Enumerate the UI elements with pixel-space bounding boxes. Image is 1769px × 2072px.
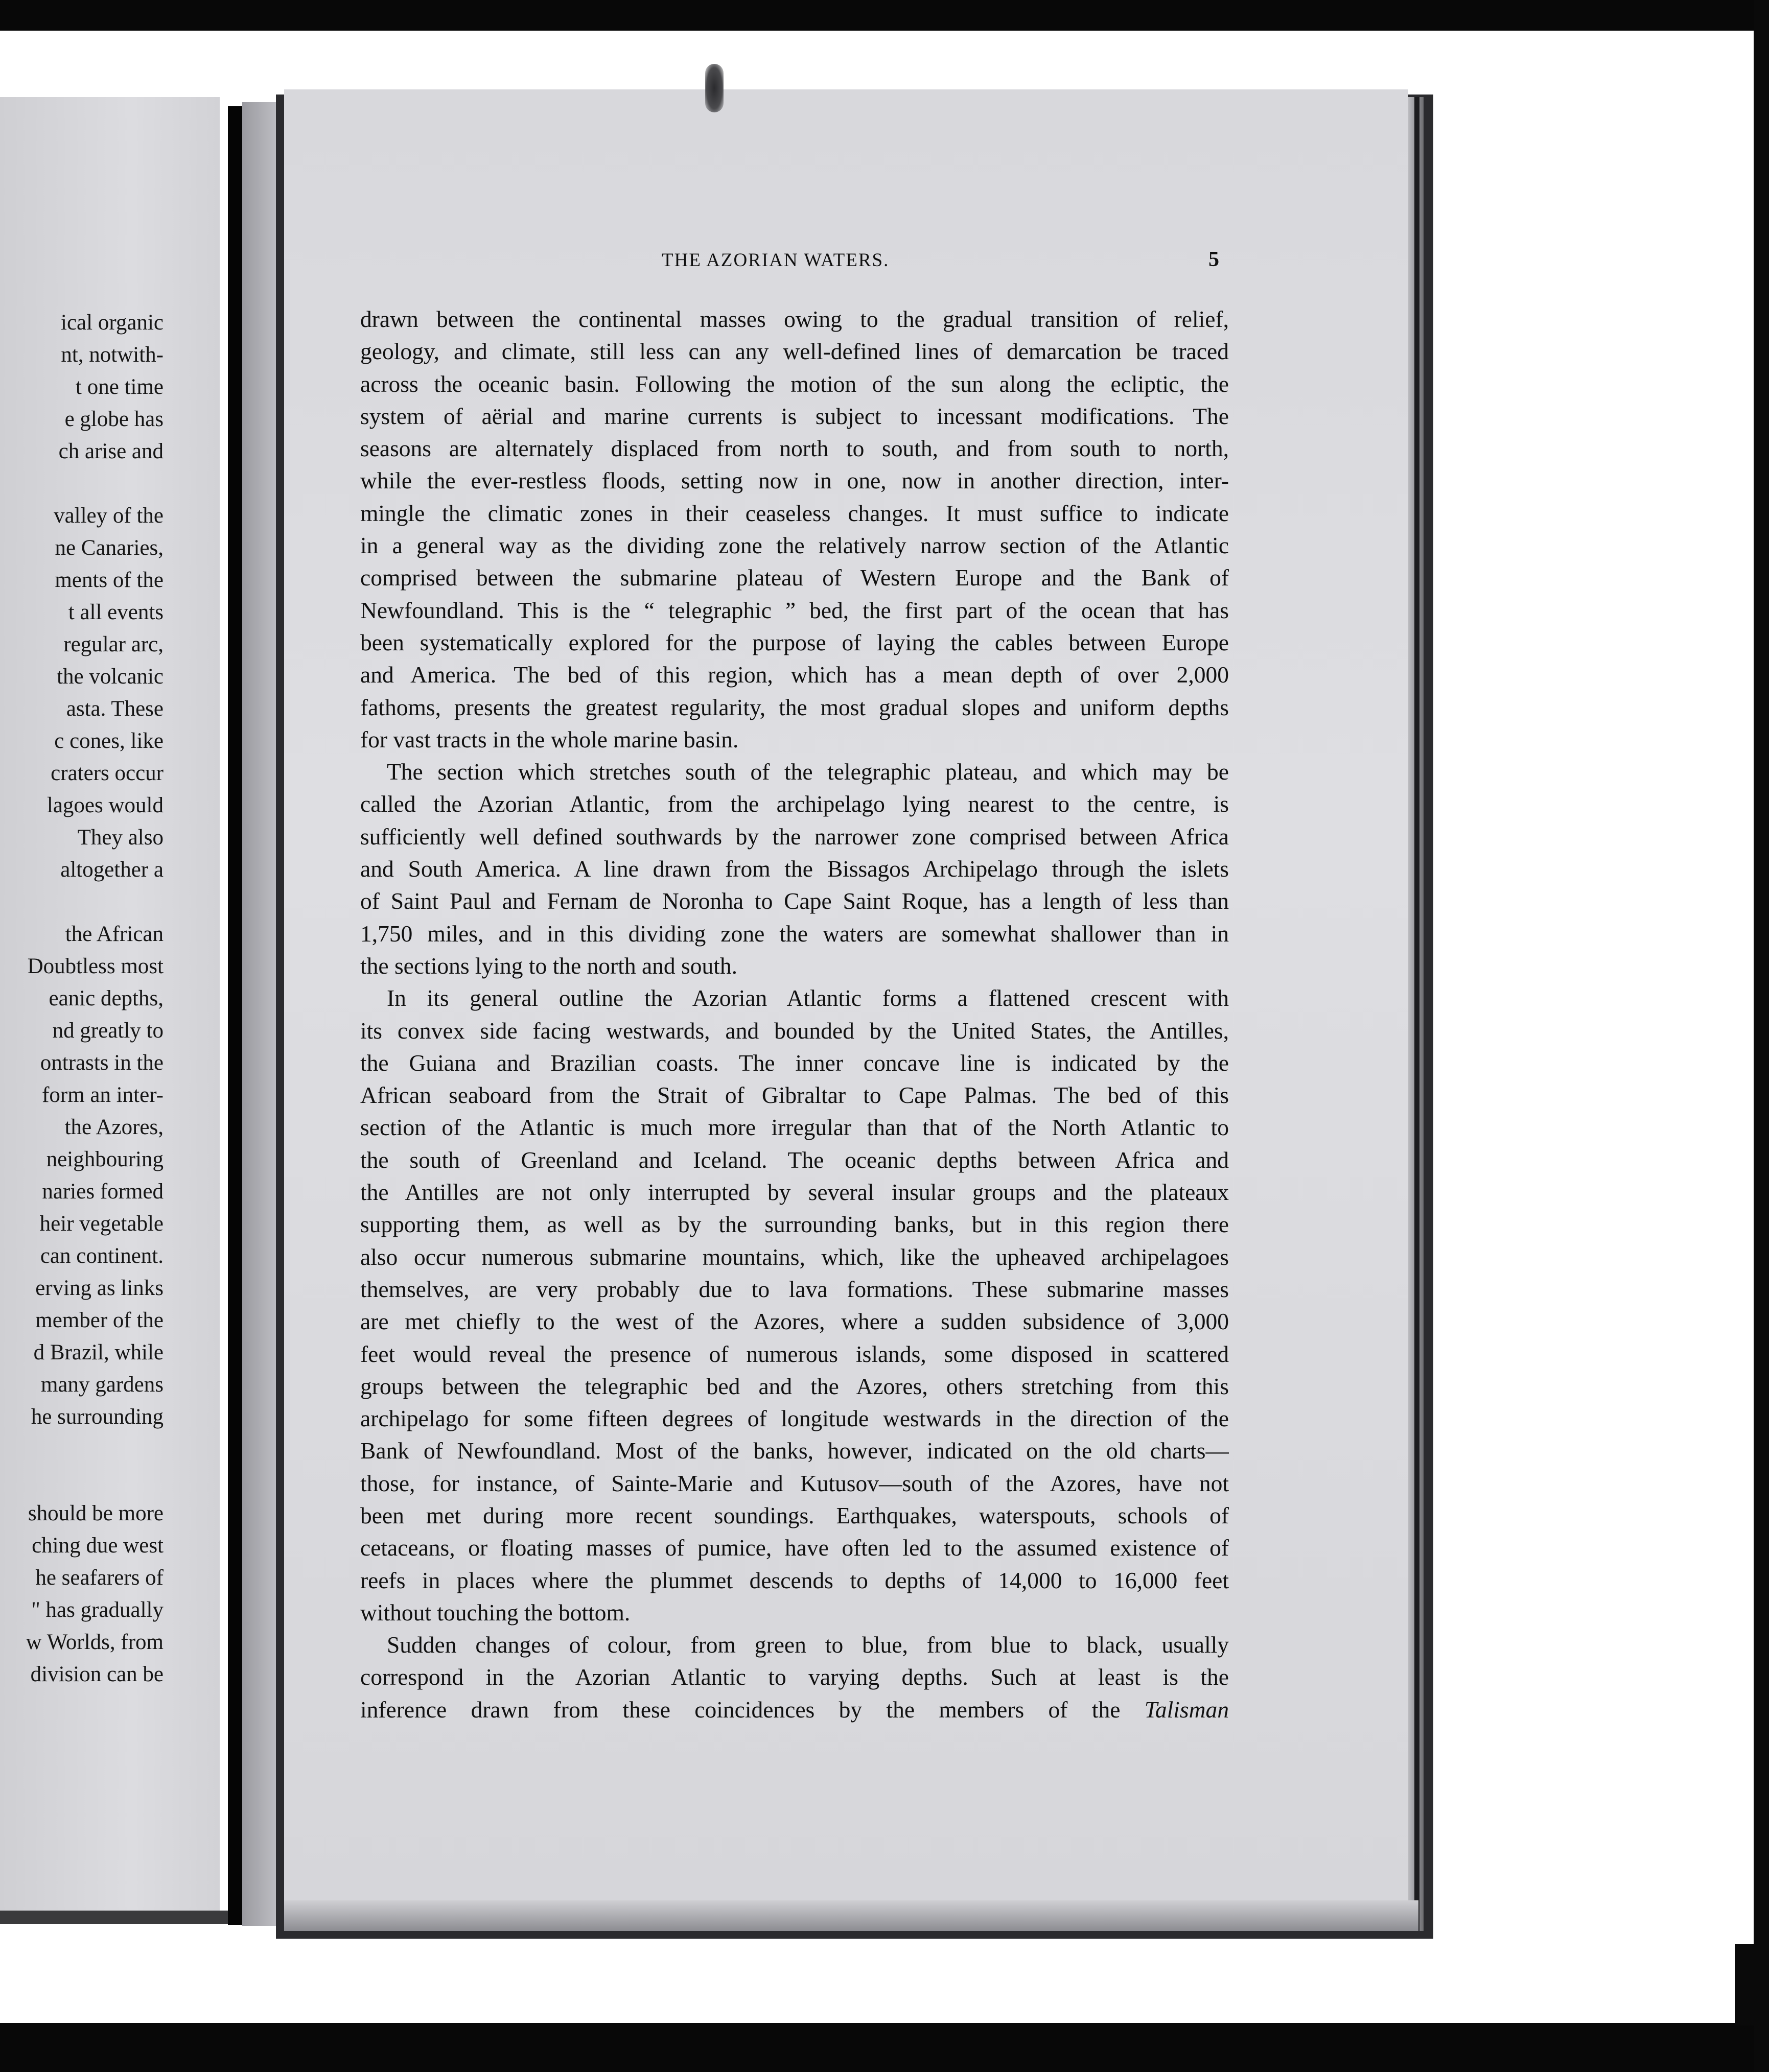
text-line: Newfoundland. This is the “ telegraphic ” bed, the first part of the ocean that has [360,597,1229,623]
left-page-line: many gardens [40,1373,164,1397]
text-line-last [360,1693,1229,1726]
left-page-line: regular arc, [63,632,164,656]
left-page-line: ching due west [32,1534,164,1558]
left-page-line: can continent. [40,1244,164,1268]
left-page-line: altogether a [60,858,164,882]
left-page-line: ne Canaries, [55,536,164,560]
text-line: in a general way as the dividing zone the relatively narrow section of the Atlantic [360,532,1229,559]
text-line: comprised between the submarine plateau of Western Europe and the Bank of [360,564,1229,591]
left-page-line: craters occur [51,761,164,785]
left-page-line: ical organic [61,311,164,335]
text-line: The section which stretches south of the telegraphic plateau, and which may be [387,759,1229,785]
left-page-line: ontrasts in the [40,1051,164,1075]
text-line: those, for instance, of Sainte-Marie and Kutusov—south of the Azores, have not [360,1470,1229,1496]
running-head [358,249,1231,280]
left-page-line: heir vegetable [39,1212,164,1236]
left-page-line: t one time [76,375,164,399]
page-number: 5 [1208,248,1219,271]
text-line: without touching the bottom. [360,1599,631,1626]
scan-border-right [1754,0,1769,2072]
text-line: seasons are alternately displaced from north to south, and from south to north, [360,435,1229,462]
text-line: called the Azorian Atlantic, from the archipelago lying nearest to the centre, is [360,791,1229,817]
book-gutter [228,106,242,1925]
left-page-line: erving as links [35,1276,164,1300]
text-line: African seaboard from the Strait of Gibraltar to Cape Palmas. The bed of this [360,1082,1229,1109]
left-page-text [0,307,164,1690]
text-line: mingle the climatic zones in their ceaseless changes. It must suffice to indicate [360,500,1229,526]
text-line: correspond in the Azorian Atlantic to varying depths. Such at least is the [360,1664,1229,1690]
ship-name-talisman: Talisman [1144,1696,1229,1723]
running-title: THE AZORIAN WATERS. [662,250,890,271]
left-page-bottom-edge [0,1911,240,1924]
text-line: archipelago for some fifteen degrees of longitude westwards in the direction of the [360,1405,1229,1432]
scan-border-notch [1735,1944,1769,2026]
text-line: the Guiana and Brazilian coasts. The inner concave line is indicated by the [360,1049,1229,1076]
text-line: are met chiefly to the west of the Azores, where a sudden subsidence of 3,000 [360,1308,1229,1335]
text-line: groups between the telegraphic bed and the Azores, others stretching from this [360,1373,1229,1399]
text-line: supporting them, as well as by the surrounding banks, but in this region there [360,1211,1229,1238]
text-line: and America. The bed of this region, which has a mean depth of over 2,000 [360,662,1229,688]
left-page-line: neighbouring [46,1147,164,1171]
text-line: geology, and climate, still less can any well-defined lines of demarcation be traced [360,338,1229,365]
text-line: the south of Greenland and Iceland. The oceanic depths between Africa and [360,1146,1229,1173]
left-page-line: eanic depths, [49,986,164,1010]
text-line: while the ever-restless floods, setting now in one, now in another direction, inter- [360,467,1229,494]
text-line: of Saint Paul and Fernam de Noronha to Cape Saint Roque, has a length of less than [360,888,1229,914]
left-page-line: asta. These [66,697,164,721]
left-page-line: w Worlds, from [26,1630,164,1654]
left-page-line [0,1465,164,1497]
binding-clip-mark [705,64,724,112]
text-line: its convex side facing westwards, and bounded by the United States, the Antilles, [360,1017,1229,1044]
left-page-line: form an inter- [42,1083,164,1107]
text-line: feet would reveal the presence of numerous islands, some disposed in scattered [360,1340,1229,1367]
text-line-last-roman: inference drawn from these coincidences by the members of the [360,1696,1121,1723]
text-line: In its general outline the Azorian Atlantic forms a flattened crescent with [387,985,1229,1011]
left-page-line [0,467,164,500]
left-page-line: should be more [28,1501,164,1525]
text-line: themselves, are very probably due to lava formations. These submarine masses [360,1276,1229,1302]
left-page-line: he seafarers of [35,1566,164,1590]
left-page-line: he surrounding [31,1405,164,1429]
text-line: sufficiently well defined southwards by the narrower zone comprised between Africa [360,823,1229,850]
left-page-line: division can be [30,1662,164,1686]
text-line: reefs in places where the plummet descends to depths of 14,000 to 16,000 feet [360,1567,1229,1593]
page-bottom-edge [284,1900,1418,1931]
text-line: Sudden changes of colour, from green to blue, from blue to black, usually [387,1632,1229,1658]
text-line: 1,750 miles, and in this dividing zone the waters are somewhat shallower than in [360,920,1229,947]
left-page-line: " has gradually [31,1598,164,1622]
left-page-line: the volcanic [57,665,164,689]
left-page-line [0,1433,164,1465]
text-line: the sections lying to the north and south. [360,952,738,979]
left-page-line: t all events [68,600,164,624]
left-page-line: ments of the [55,568,164,592]
left-page-line: the Azores, [64,1115,164,1139]
left-page-line: the African [65,922,164,946]
text-line: section of the Atlantic is much more irregular than that of the North Atlantic to [360,1114,1229,1141]
left-page-line: They also [77,826,164,850]
text-line: cetaceans, or floating masses of pumice, have often led to the assumed existence of [360,1535,1229,1561]
text-line: also occur numerous submarine mountains, which, like the upheaved archipelagoes [360,1243,1229,1270]
text-line: the Antilles are not only interrupted by several insular groups and the plateaux [360,1179,1229,1206]
left-page-line: naries formed [42,1180,164,1204]
left-page-line: e globe has [64,407,164,431]
text-line: system of aërial and marine currents is subject to incessant modifications. The [360,403,1229,429]
left-page-line: Doubtless most [27,954,164,978]
left-page-line: member of the [35,1308,164,1332]
left-page-line: nt, notwith- [61,343,164,367]
left-page-line: ch arise and [58,439,164,463]
text-line: and South America. A line drawn from the Bissagos Archipelago through the islets [360,856,1229,882]
scan-border-bottom [0,2023,1769,2072]
left-page-line [0,886,164,918]
text-line: drawn between the continental masses owing to the gradual transition of relief, [360,306,1229,332]
text-line: for vast tracts in the whole marine basin. [360,726,739,752]
text-line: fathoms, presents the greatest regularity, the most gradual slopes and uniform depths [360,694,1229,720]
text-line: Bank of Newfoundland. Most of the banks, however, indicated on the old charts— [360,1438,1229,1464]
left-page-line: c cones, like [54,729,164,753]
body-text [360,303,1229,1726]
page-edge-line [1414,97,1419,1931]
left-page-line: valley of the [54,504,164,528]
left-page-line: nd greatly to [52,1019,164,1043]
text-line: been met during more recent soundings. Earthquakes, waterspouts, schools of [360,1502,1229,1528]
scan-border-top [0,0,1769,31]
left-page-line: lagoes would [46,793,164,817]
text-line: across the oceanic basin. Following the motion of the sun along the ecliptic, the [360,370,1229,397]
text-line: been systematically explored for the purpose of laying the cables between Europe [360,629,1229,655]
left-page-line: d Brazil, while [33,1340,164,1364]
